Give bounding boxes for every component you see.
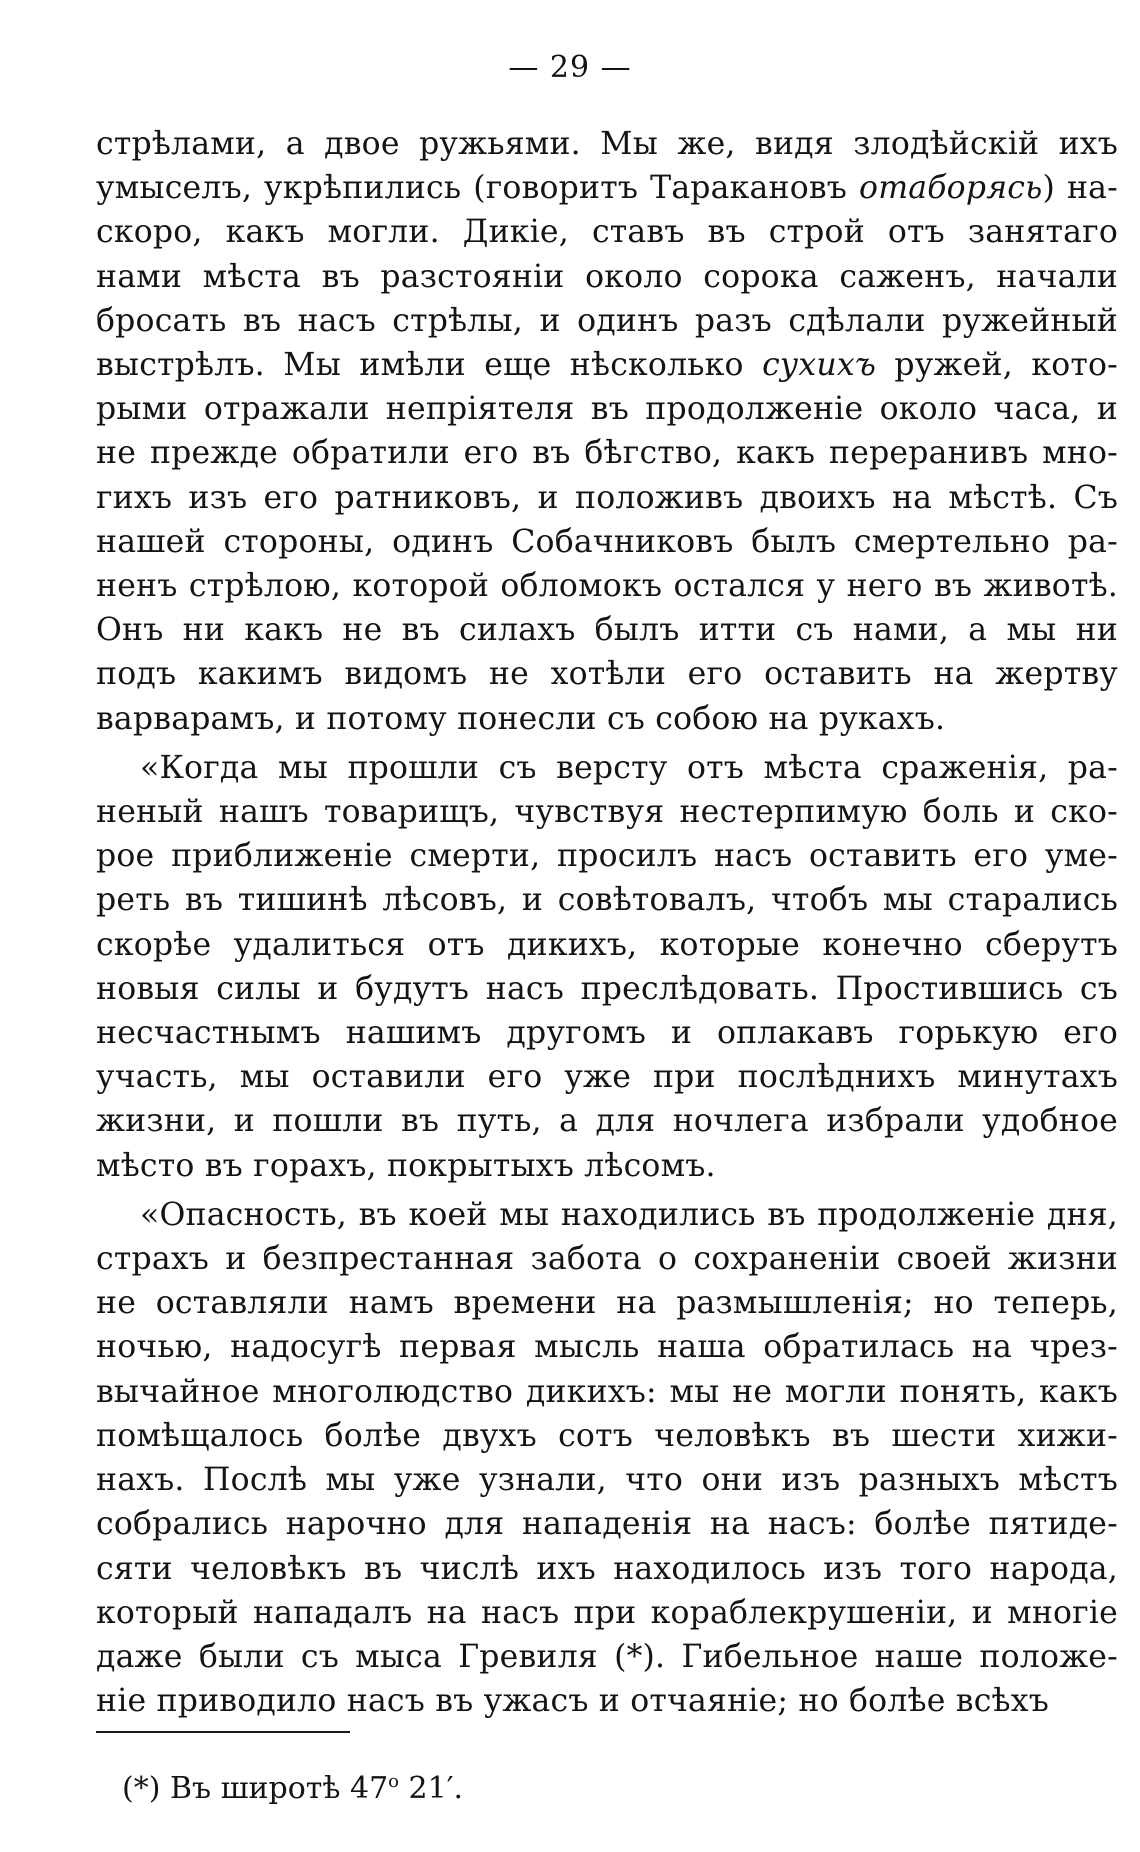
text-line <box>96 790 1118 834</box>
body-text <box>96 122 1118 1723</box>
text-line <box>96 1370 1118 1414</box>
text-line <box>96 166 1118 210</box>
paragraph <box>96 1193 1118 1723</box>
text-segment: ) на- <box>1042 170 1118 207</box>
text-segment: не прежде обратили его въ бѣгство, какъ переранивъ мно- <box>96 435 1118 472</box>
text-segment: страхъ и безпрестанная забота о сохраненіи своей жизни <box>96 1241 1118 1278</box>
text-segment: собрались нарочно для нападенія на насъ: болѣе пятиде- <box>96 1506 1118 1543</box>
text-segment: умыселъ, укрѣпились (говоритъ Таракановъ <box>96 170 860 207</box>
text-segment: вычайное многолюдство дикихъ: мы не могли понять, какъ <box>96 1373 1118 1410</box>
text-line <box>96 923 1118 967</box>
text-segment: Онъ ни какъ не въ силахъ былъ итти съ нами, а мы ни <box>96 612 1118 649</box>
text-line <box>96 299 1118 343</box>
text-segment: нами мѣста въ разстояніи около сорока саженъ, начали <box>96 258 1118 295</box>
text-line <box>96 608 1118 652</box>
text-segment: рыми отражали непріятеля въ продолженіе около часа, и <box>96 391 1118 428</box>
text-line <box>96 476 1118 520</box>
text-segment: ніе приводило насъ въ ужасъ и отчаяніе; но болѣе всѣхъ <box>96 1683 1049 1720</box>
text-segment: несчастнымъ нашимъ другомъ и оплакавъ горькую его <box>96 1015 1118 1052</box>
text-line <box>96 1502 1118 1546</box>
text-line <box>96 255 1118 299</box>
text-line <box>96 1281 1118 1325</box>
footnote-minutes: 21′. <box>399 1771 464 1806</box>
text-segment: «Когда мы прошли съ версту отъ мѣста сраженія, ра- <box>140 749 1118 786</box>
text-segment: новыя силы и будутъ насъ преслѣдовать. Простившись съ <box>96 970 1118 1007</box>
text-line <box>96 564 1118 608</box>
text-line <box>96 967 1118 1011</box>
text-segment: «Опасность, въ коей мы находились въ продолженіе дня, <box>140 1196 1118 1233</box>
text-line <box>96 1193 1118 1237</box>
text-segment: рое приближеніе смерти, просилъ насъ оставить его уме- <box>96 838 1118 875</box>
footnote-text: (*) Въ широтѣ 47 <box>122 1771 389 1806</box>
text-line <box>96 1237 1118 1281</box>
paragraph <box>96 746 1118 1188</box>
text-line <box>96 697 1118 741</box>
page-number: — 29 — <box>508 50 632 85</box>
text-segment: ружей, кото- <box>876 347 1119 384</box>
text-line <box>96 1414 1118 1458</box>
footnote-degree-sign: o <box>388 1771 400 1792</box>
text-line <box>96 652 1118 696</box>
text-line <box>96 210 1118 254</box>
text-segment: ночью, надосугѣ первая мысль наша обратилась на чрез- <box>96 1329 1118 1366</box>
text-segment: жизни, и пошли въ путь, а для ночлега избрали удобное <box>96 1103 1118 1140</box>
text-segment: реть въ тишинѣ лѣсовъ, и совѣтовалъ, чтобъ мы старались <box>96 882 1118 919</box>
italic-term: сухихъ <box>762 347 877 384</box>
footnote <box>122 1769 463 1809</box>
text-segment: неный нашъ товарищъ, чувствуя нестерпимую боль и ско- <box>96 794 1118 831</box>
text-line <box>96 746 1118 790</box>
text-line <box>96 431 1118 475</box>
text-line <box>96 1679 1118 1723</box>
text-segment: стрѣлами, а двое ружьями. Мы же, видя злодѣйскій ихъ <box>96 126 1118 162</box>
text-line <box>96 1458 1118 1502</box>
text-line <box>96 387 1118 431</box>
text-line <box>96 1591 1118 1635</box>
text-line <box>96 1547 1118 1591</box>
text-segment: гихъ изъ его ратниковъ, и положивъ двоихъ на мѣстѣ. Съ <box>96 479 1118 516</box>
text-line <box>96 1099 1118 1143</box>
text-segment: который нападалъ на насъ при кораблекрушеніи, и многіе <box>96 1594 1118 1631</box>
text-segment: ненъ стрѣлою, которой обломокъ остался у него въ животѣ. <box>96 568 1118 605</box>
text-line <box>96 343 1118 387</box>
text-line <box>96 122 1118 166</box>
paragraph <box>96 122 1118 741</box>
text-segment: нашей стороны, одинъ Собачниковъ былъ смертельно ра- <box>96 523 1118 560</box>
text-segment: выстрѣлъ. Мы имѣли еще нѣсколько <box>96 347 763 384</box>
text-line <box>96 834 1118 878</box>
text-segment: скорѣе удалиться отъ дикихъ, которые конечно сберутъ <box>96 926 1118 963</box>
text-line <box>96 1325 1118 1369</box>
text-segment: мѣсто въ горахъ, покрытыхъ лѣсомъ. <box>96 1147 716 1184</box>
text-line <box>96 1144 1118 1188</box>
text-line <box>96 1055 1118 1099</box>
text-segment: скоро, какъ могли. Дикіе, ставъ въ строй отъ занятаго <box>96 214 1118 251</box>
text-segment: даже были съ мыса Гревиля (*). Гибельное наше положе- <box>96 1638 1118 1675</box>
footnote-divider <box>96 1731 350 1733</box>
text-segment: не оставляли намъ времени на размышленія; но теперь, <box>96 1285 1118 1322</box>
text-segment: подъ какимъ видомъ не хотѣли его оставить на жертву <box>96 656 1118 693</box>
text-line <box>96 1011 1118 1055</box>
text-segment: помѣщалось болѣе двухъ сотъ человѣкъ въ шести хижи- <box>96 1417 1118 1454</box>
text-segment: участь, мы оставили его уже при послѣднихъ минутахъ <box>96 1059 1118 1096</box>
italic-term: отаборясь <box>859 170 1043 207</box>
text-segment: варварамъ, и потому понесли съ собою на рукахъ. <box>96 700 946 737</box>
text-line <box>96 520 1118 564</box>
text-segment: бросать въ насъ стрѣлы, и одинъ разъ сдѣлали ружейный <box>96 302 1118 339</box>
text-line <box>96 1635 1118 1679</box>
text-segment: сяти человѣкъ въ числѣ ихъ находилось изъ того народа, <box>96 1550 1118 1587</box>
text-line <box>96 878 1118 922</box>
text-segment: нахъ. Послѣ мы уже узнали, что они изъ разныхъ мѣстъ <box>96 1462 1118 1499</box>
